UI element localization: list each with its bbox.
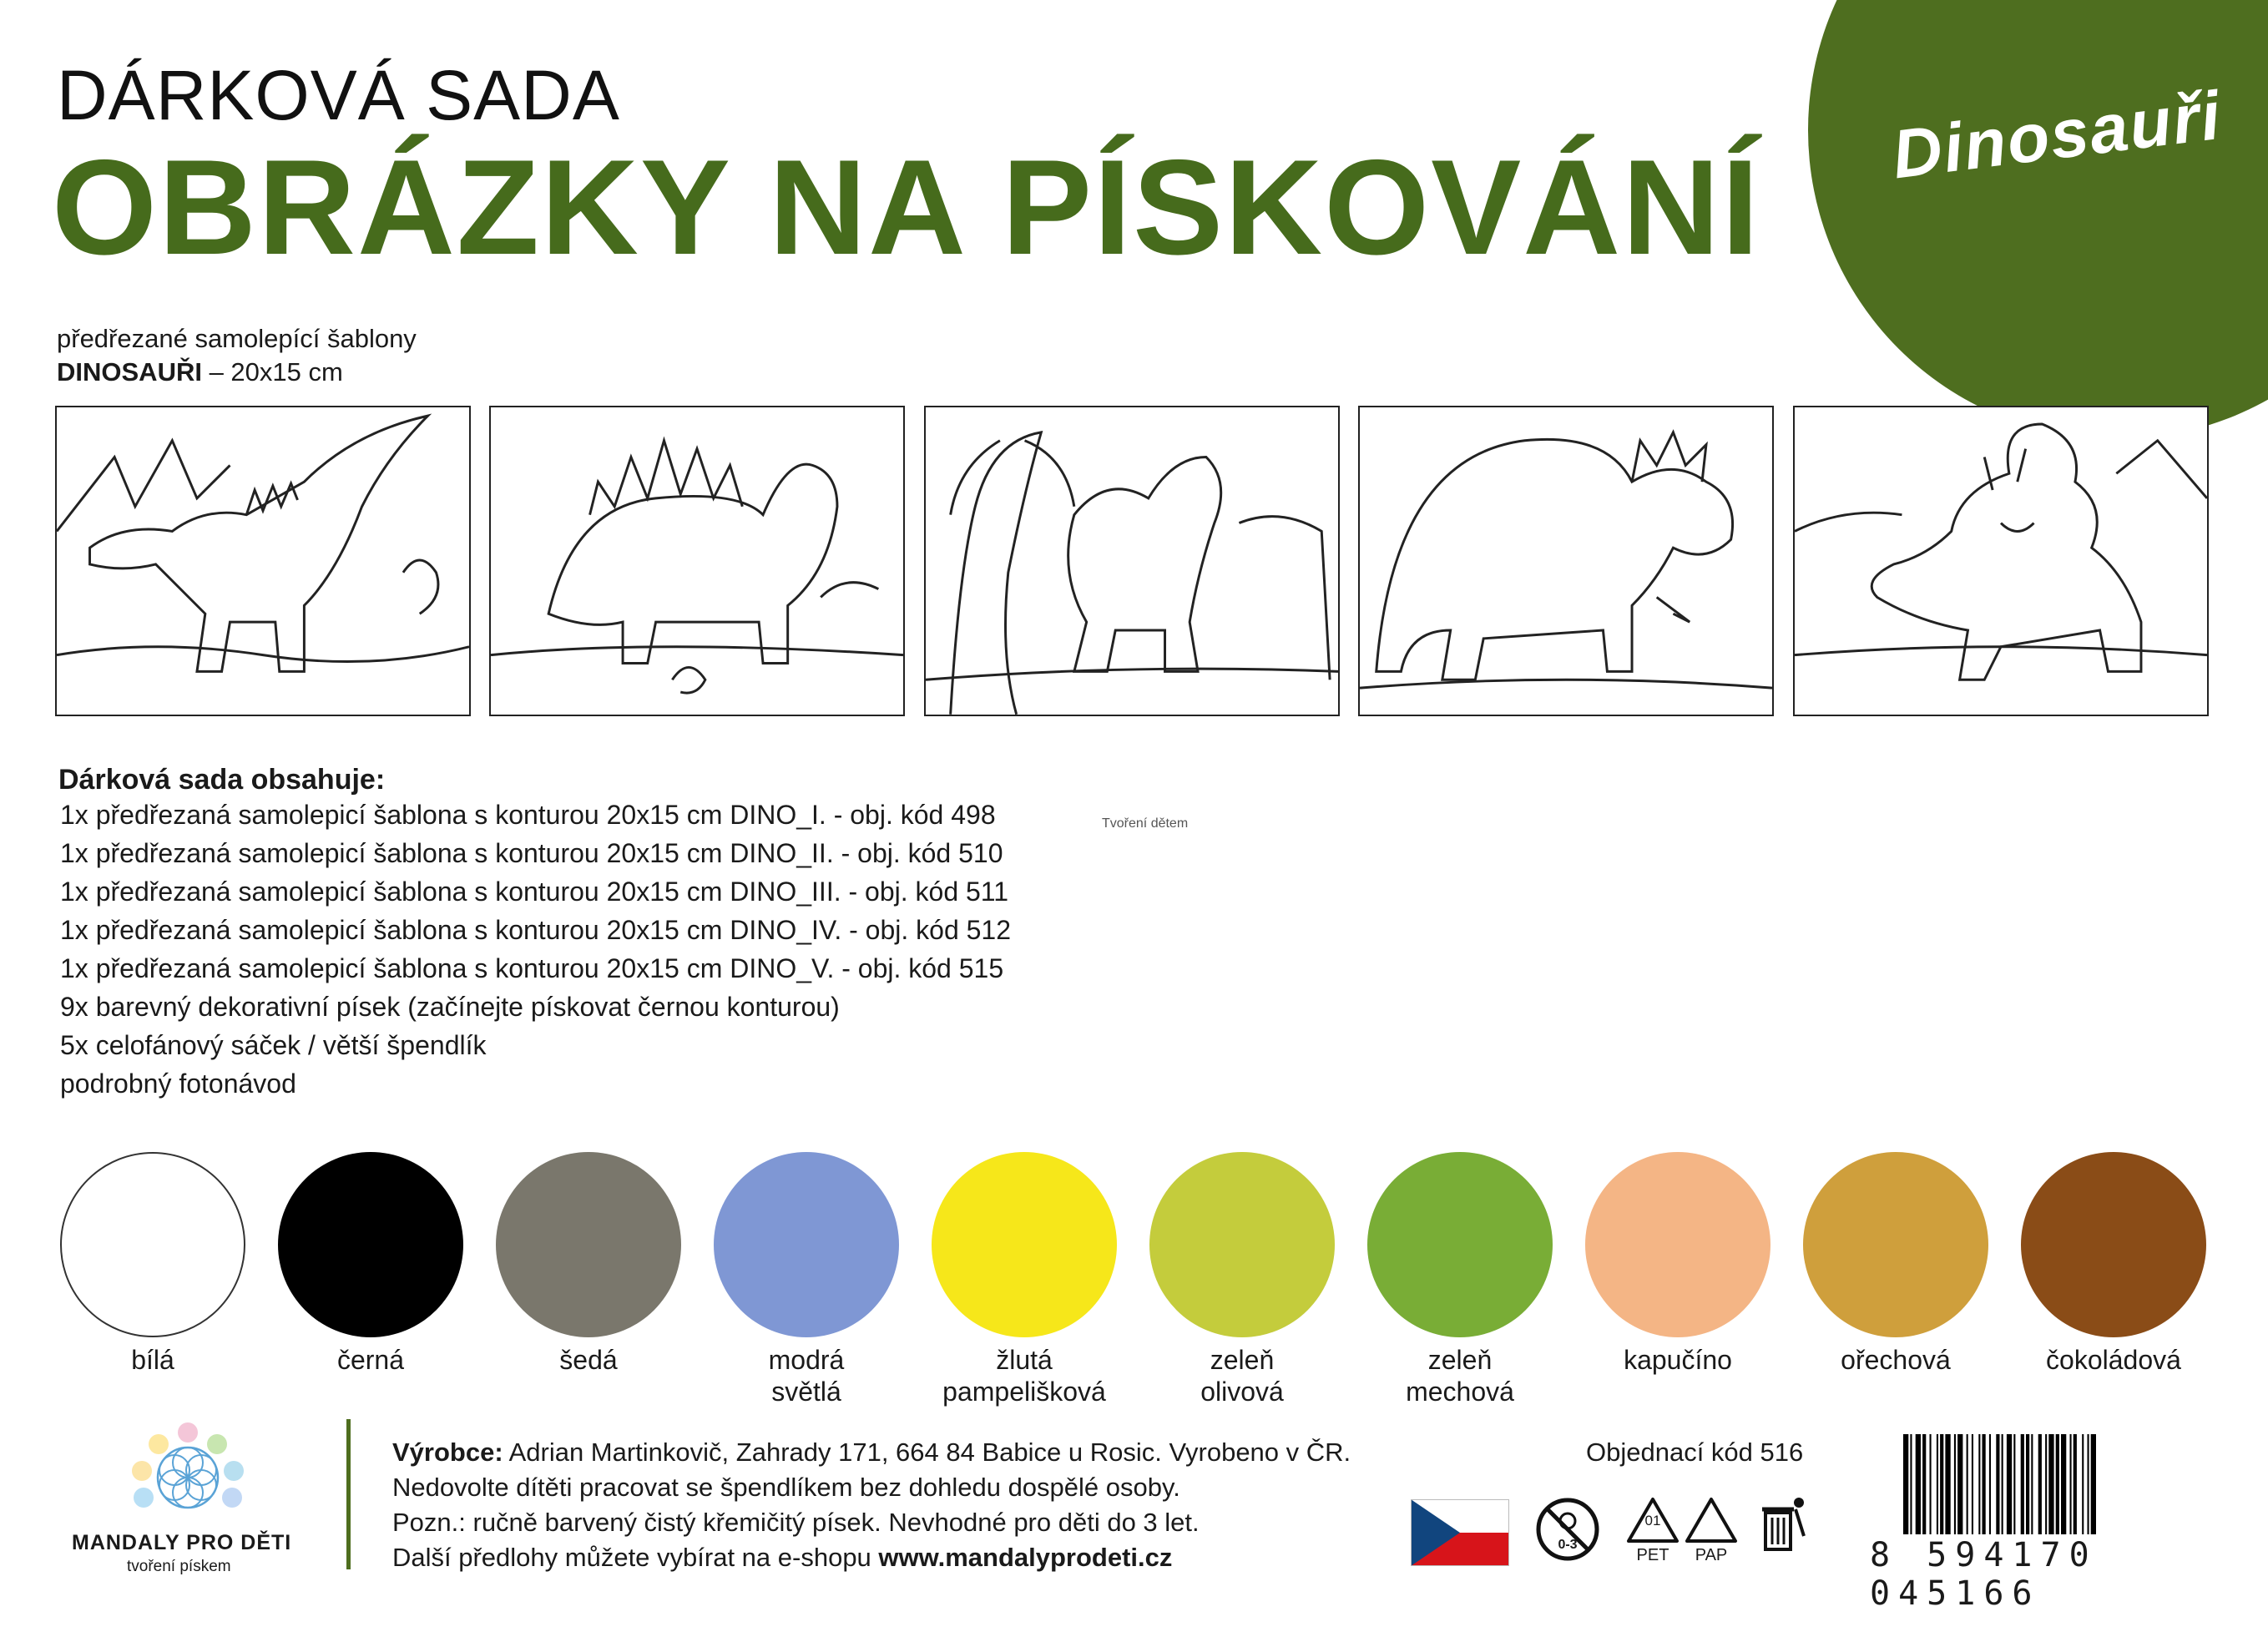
age-label: 0-3: [1558, 1538, 1578, 1552]
pretitle: DÁRKOVÁ SADA: [57, 56, 620, 134]
pet-label: PET: [1636, 1546, 1669, 1564]
dino-2-illustration: [489, 406, 905, 716]
pap-recycle-icon: [1682, 1494, 1740, 1548]
badge-label: Dinosauři: [1888, 77, 2226, 194]
color-label: [1351, 1344, 1568, 1407]
list-item: 9x barevný dekorativní písek (začínejte pískovat černou konturou): [60, 992, 840, 1022]
color-label-line: kapučíno: [1624, 1345, 1732, 1375]
pet-number: 01: [1644, 1513, 1661, 1528]
subtitle-rest: – 20x15 cm: [201, 357, 343, 387]
color-label: [262, 1344, 479, 1376]
color-label: [698, 1344, 915, 1407]
list-item: 5x celofánový sáček / větší špendlík: [60, 1030, 487, 1060]
color-label-line: čokoládová: [2046, 1345, 2181, 1375]
list-item: 1x předřezaná samolepicí šablona s konturou 20x15 cm DINO_I. - obj. kód 498: [60, 800, 996, 830]
dino-1-illustration: [55, 406, 471, 716]
subtitle: předřezané samolepící šablony: [57, 324, 417, 353]
page-title: OBRÁZKY NA PÍSKOVÁNÍ: [52, 132, 1761, 283]
color-swatch: [2021, 1152, 2206, 1337]
logo-tagline: tvoření pískem: [127, 1558, 231, 1575]
barcode: [1903, 1434, 2195, 1534]
color-label: [1787, 1344, 2004, 1376]
dino-4-illustration: [1358, 406, 1774, 716]
barcode-number: 8 594170 045166: [1870, 1536, 2098, 1613]
subtitle-bold: DINOSAUŘI: [57, 357, 202, 387]
warning-line: Nedovolte dítěti pracovat se špendlíkem bez dohledu dospělé osoby.: [392, 1473, 1180, 1502]
color-label-line: mechová: [1406, 1377, 1514, 1407]
shop-text: Další předlohy můžete vybírat na e-shopu: [392, 1543, 879, 1572]
list-item: 1x předřezaná samolepicí šablona s konturou 20x15 cm DINO_V. - obj. kód 515: [60, 953, 1004, 983]
color-label-line: šedá: [559, 1345, 618, 1375]
trash-bin-icon: [1757, 1494, 1807, 1561]
shop-line: [392, 1543, 1172, 1573]
color-swatch: [1803, 1152, 1988, 1337]
producer-line: [392, 1438, 1351, 1468]
dino-5-illustration: [1793, 406, 2209, 716]
color-label: [2005, 1344, 2222, 1376]
dino-3-illustration: [924, 406, 1340, 716]
logo-name: MANDALY PRO DĚTI: [72, 1531, 292, 1554]
list-item: 1x předřezaná samolepicí šablona s konturou 20x15 cm DINO_II. - obj. kód 510: [60, 838, 1003, 868]
color-swatch: [714, 1152, 899, 1337]
list-item: 1x předřezaná samolepicí šablona s konturou 20x15 cm DINO_III. - obj. kód 511: [60, 877, 1009, 907]
mandala-logo-icon: [125, 1421, 250, 1529]
color-label-line: zeleň: [1210, 1345, 1275, 1375]
contents-heading: Dárková sada obsahuje:: [58, 764, 386, 796]
color-swatch: [1149, 1152, 1335, 1337]
color-label: [1569, 1344, 1786, 1376]
pap-label: PAP: [1695, 1546, 1728, 1564]
color-label-line: světlá: [771, 1377, 841, 1407]
czech-flag-icon: [1411, 1499, 1509, 1566]
color-label-line: modrá: [768, 1345, 845, 1375]
color-label-line: bílá: [131, 1345, 174, 1375]
color-swatch: [496, 1152, 681, 1337]
shop-link[interactable]: www.mandalyprodeti.cz: [878, 1543, 1173, 1572]
list-item: 1x předřezaná samolepicí šablona s konturou 20x15 cm DINO_IV. - obj. kód 512: [60, 915, 1012, 945]
color-label: [916, 1344, 1133, 1407]
small-note: Tvoření dětem: [1102, 816, 1189, 831]
color-label: [480, 1344, 697, 1376]
list-item: podrobný fotonávod: [60, 1069, 296, 1099]
color-label: [1134, 1344, 1351, 1407]
color-swatch: [60, 1152, 245, 1337]
order-code: Objednací kód 516: [1586, 1438, 1804, 1467]
producer-text: Adrian Martinkovič, Zahrady 171, 664 84 Babice u Rosic. Vyrobeno v ČR.: [503, 1438, 1351, 1467]
color-swatch: [932, 1152, 1117, 1337]
subtitle-size: [57, 357, 343, 387]
color-label-line: pampelišková: [942, 1377, 1106, 1407]
color-label-line: ořechová: [1841, 1345, 1951, 1375]
color-label-line: zeleň: [1427, 1345, 1493, 1375]
age-restriction-icon: [1534, 1496, 1601, 1563]
corner-badge: [1808, 0, 2268, 439]
color-swatch: [1367, 1152, 1553, 1337]
color-label: [44, 1344, 261, 1376]
color-label-line: žlutá: [996, 1345, 1053, 1375]
color-label-line: olivová: [1200, 1377, 1284, 1407]
producer-label: Výrobce:: [392, 1438, 503, 1467]
note-line: Pozn.: ručně barvený čistý křemičitý písek. Nevhodné pro děti do 3 let.: [392, 1508, 1200, 1537]
color-swatch: [1585, 1152, 1770, 1337]
color-swatch: [278, 1152, 463, 1337]
divider: [346, 1419, 351, 1569]
color-label-line: černá: [336, 1345, 405, 1375]
